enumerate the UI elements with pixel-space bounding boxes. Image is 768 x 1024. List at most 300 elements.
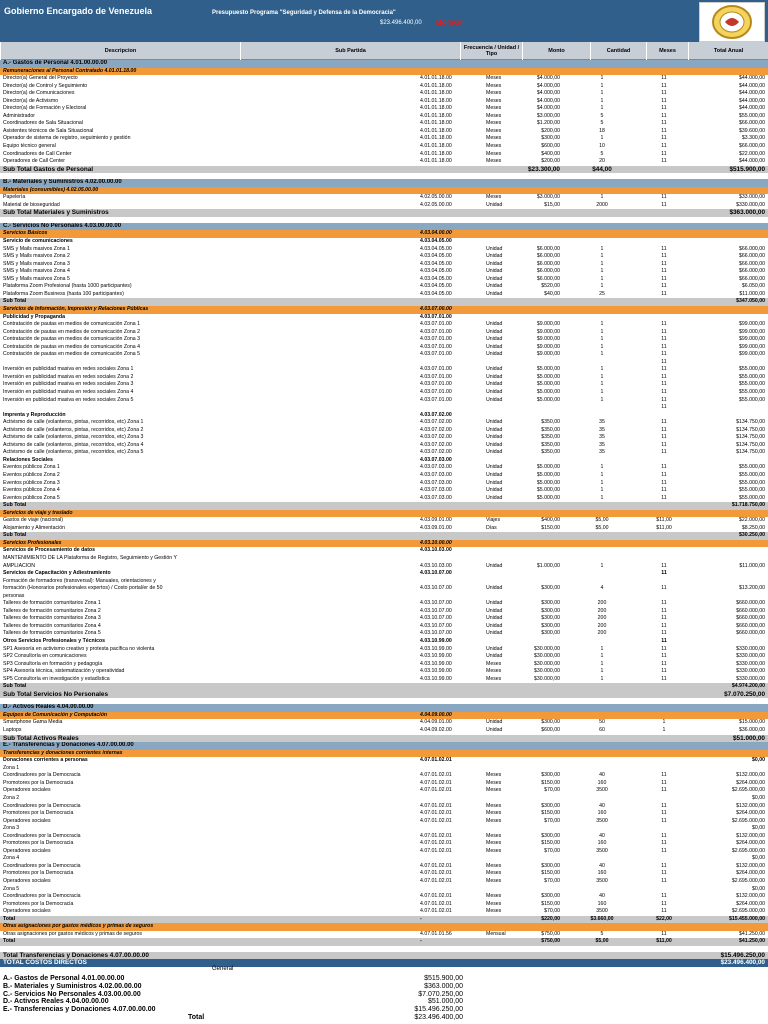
row-months: 11 <box>661 268 667 275</box>
row-amount: $70,00 <box>544 847 560 854</box>
row-unit: Meses <box>486 787 502 794</box>
table-row <box>0 772 768 780</box>
row-description: personas <box>3 592 25 599</box>
row-description: Talleres de formación comunitarios Zona 3 <box>3 615 101 622</box>
table-row <box>0 90 768 98</box>
row-description: Activismo de calle (volanteros, pintas, recorridos, etc) Zona 1 <box>3 419 144 426</box>
row-sub-partida: 4.07.01.02.01 <box>420 779 452 786</box>
table-row <box>0 329 768 337</box>
row-annual-total: $132.000,00 <box>736 832 765 839</box>
table-row <box>0 359 768 367</box>
row-description: Zona 1 <box>3 764 20 771</box>
row-annual-total: $134.750,00 <box>736 426 765 433</box>
row-sub-partida: 4.03.07.03.00 <box>420 471 452 478</box>
row-sub-partida: 4.03.07.03.00 <box>420 479 452 486</box>
row-quantity: 200 <box>597 630 607 637</box>
row-annual-total: $330.000,00 <box>736 668 765 675</box>
row-months: 11 <box>661 381 667 388</box>
table-row <box>0 389 768 397</box>
row-quantity: 5 <box>600 120 604 127</box>
row-amount: $300,00 <box>541 893 560 900</box>
row-amount: $15,00 <box>544 201 560 208</box>
row-sub-partida: 4.01.01.18.00 <box>420 90 452 97</box>
row-description: Servicios de Capacitación y Adiestramiento <box>3 570 111 577</box>
subtotal-row <box>0 502 768 510</box>
row-description: Formación de formadores (transversal): Manuales, orientaciones y <box>3 577 156 584</box>
row-sub-partida: 4.07.01.02.01 <box>420 787 452 794</box>
row-quantity: 1 <box>600 283 604 290</box>
table-row <box>0 833 768 841</box>
row-unit: Unidad <box>486 290 503 297</box>
row-quantity: $5,00 <box>595 517 609 524</box>
table-row <box>0 105 768 113</box>
subsection-row <box>0 712 768 720</box>
row-description: Imprenta y Reproducción <box>3 411 66 418</box>
row-sub-partida: 4.03.10.07.00 <box>420 622 452 629</box>
row-description: Otros Servicios Profesionales y Técnicos <box>3 638 106 645</box>
row-quantity: $3.660,00 <box>590 915 614 922</box>
table-row <box>0 397 768 405</box>
row-description: Otras asignaciones por gastos médicos y primas de seguros <box>3 923 154 930</box>
row-annual-total: $22.000,00 <box>739 150 765 157</box>
row-amount: $150,00 <box>541 900 560 907</box>
table-row <box>0 151 768 159</box>
summary-value: $51.000,00 <box>427 998 463 1006</box>
row-quantity: 40 <box>599 893 605 900</box>
row-unit: Meses <box>486 127 502 134</box>
row-description: Servicio de comunicaciones <box>3 238 73 245</box>
row-amount: $350,00 <box>541 426 560 433</box>
subtotal-row <box>0 298 768 306</box>
row-annual-total: $66.000,00 <box>739 268 765 275</box>
table-row <box>0 366 768 374</box>
row-description: Plataforma Zoom Business (hasta 100 participantes) <box>3 290 124 297</box>
table-row <box>0 878 768 886</box>
summary-line <box>3 1014 463 1021</box>
row-months: 11 <box>661 638 667 645</box>
row-annual-total: $515.900,00 <box>729 165 765 173</box>
row-amount: $4.000,00 <box>536 97 560 104</box>
row-amount: $6.000,00 <box>536 253 560 260</box>
row-description: Operadores de Call Center <box>3 158 65 165</box>
row-amount: $9.000,00 <box>536 343 560 350</box>
table-row <box>0 158 768 166</box>
row-annual-total: $660.000,00 <box>736 622 765 629</box>
row-annual-total: $264.000,00 <box>736 870 765 877</box>
row-sub-partida: 4.03.10.07.00 <box>420 615 452 622</box>
row-quantity: 3500 <box>596 908 608 915</box>
row-description: Asistentes técnicos de Sala Situacional <box>3 127 94 134</box>
row-description: C.- Servicios No Personales 4.03.00.00.00 <box>3 222 122 229</box>
row-amount: $300,00 <box>541 622 560 629</box>
row-unit: Unidad <box>486 615 503 622</box>
row-quantity: 1 <box>600 381 604 388</box>
row-amount: $150,00 <box>541 810 560 817</box>
row-sub-partida: 4.03.07.02.00 <box>420 411 452 418</box>
row-description: Zona 4 <box>3 855 20 862</box>
subtotal-row <box>0 532 768 540</box>
row-description: Coordinadores por la Democracia <box>3 772 81 779</box>
row-amount: $300,00 <box>541 607 560 614</box>
row-quantity: 1 <box>600 471 604 478</box>
row-quantity: 200 <box>597 600 607 607</box>
row-amount: $9.000,00 <box>536 321 560 328</box>
row-description: MANTENIMIENTO DE LA Plataforma de Registro, Seguimiento y Gestión Y <box>3 555 177 561</box>
summary-line <box>3 991 463 998</box>
table-row <box>0 321 768 329</box>
row-description: Promotores por la Democracia <box>3 870 74 877</box>
row-sub-partida: 4.03.04.05.00 <box>420 290 452 297</box>
row-quantity: 1 <box>600 75 604 82</box>
row-annual-total: $22.000,00 <box>739 517 765 524</box>
row-amount: $3.000,00 <box>536 112 560 119</box>
row-months: 11 <box>661 135 667 142</box>
subsection-row <box>0 923 768 931</box>
row-amount: $150,00 <box>541 840 560 847</box>
row-sub-partida: 4.07.01.01.56 <box>420 930 452 937</box>
table-row <box>0 261 768 269</box>
row-months: 11 <box>661 388 667 395</box>
row-annual-total: $66.000,00 <box>739 275 765 282</box>
row-annual-total: $44.000,00 <box>739 97 765 104</box>
row-sub-partida: 4.07.01.02.01 <box>420 900 452 907</box>
row-sub-partida: 4.03.07.03.00 <box>420 456 452 463</box>
row-description: Donaciones corrientes a personas <box>3 757 88 764</box>
row-amount: $5.000,00 <box>536 471 560 478</box>
table-row <box>0 143 768 151</box>
row-unit: Unidad <box>486 487 503 494</box>
row-sub-partida: 4.03.07.02.00 <box>420 434 452 441</box>
row-annual-total: $2.695.000,00 <box>731 787 765 794</box>
row-unit: Unidad <box>486 479 503 486</box>
row-description: Contratación de pautas en medios de comunicación Zona 5 <box>3 351 140 358</box>
row-quantity: 1 <box>600 645 604 652</box>
row-annual-total: $132.000,00 <box>736 802 765 809</box>
table-row <box>0 570 768 578</box>
row-sub-partida: 4.04.09.01.00 <box>420 719 452 726</box>
budget-table <box>0 60 768 967</box>
row-amount: $30.000,00 <box>534 660 560 667</box>
row-quantity: 160 <box>597 900 607 907</box>
header-status: Bolivar <box>436 18 464 27</box>
row-sub-partida: 4.03.07.01.00 <box>420 328 452 335</box>
row-unit: Unidad <box>486 366 503 373</box>
row-quantity: 1 <box>600 275 604 282</box>
row-amount: $30.000,00 <box>534 675 560 682</box>
row-unit: Unidad <box>486 336 503 343</box>
table-row <box>0 487 768 495</box>
row-months: 11 <box>661 321 667 328</box>
row-unit: Meses <box>486 893 502 900</box>
row-description: Sub Total <box>3 298 27 305</box>
row-amount: $600,00 <box>541 727 560 734</box>
row-description: Plataforma Zoom Profesional (hasta 1000 participantes) <box>3 283 132 290</box>
row-annual-total: $99.000,00 <box>739 328 765 335</box>
row-quantity: 40 <box>599 802 605 809</box>
row-sub-partida: 4.03.07.02.00 <box>420 441 452 448</box>
row-sub-partida: 4.02.05.00.00 <box>420 194 452 201</box>
row-months: 1 <box>662 719 666 726</box>
row-months: 11 <box>661 143 667 150</box>
row-unit: Meses <box>486 112 502 119</box>
row-quantity: 1 <box>600 479 604 486</box>
row-months: 11 <box>661 471 667 478</box>
row-description: SP5 Consultoría en investigación y estadística <box>3 675 110 682</box>
section-header-row <box>0 60 768 68</box>
row-description: Contratación de pautas en medios de comunicación Zona 1 <box>3 321 140 328</box>
row-description: Administrador <box>3 112 36 119</box>
row-annual-total: $347.050,00 <box>736 298 765 305</box>
row-sub-partida: 4.03.04.05.00 <box>420 238 452 245</box>
row-months: 11 <box>661 366 667 373</box>
row-quantity: 160 <box>597 810 607 817</box>
row-months: 11 <box>661 283 667 290</box>
table-column-header <box>0 42 768 60</box>
row-description: Remuneraciones al Personal Contratado 4.01.01.18.00 <box>3 67 137 74</box>
row-sub-partida: 4.03.07.02.00 <box>420 419 452 426</box>
row-annual-total: $660.000,00 <box>736 600 765 607</box>
row-unit: Unidad <box>486 245 503 252</box>
row-unit: Meses <box>486 158 502 165</box>
row-description: Operadores sociales <box>3 787 51 794</box>
row-unit: Unidad <box>486 464 503 471</box>
row-annual-total: $55.000,00 <box>739 494 765 501</box>
row-quantity: 160 <box>597 779 607 786</box>
summary-line <box>3 1006 463 1013</box>
row-sub-partida: 4.03.04.05.00 <box>420 253 452 260</box>
table-row <box>0 75 768 83</box>
row-months: 11 <box>661 112 667 119</box>
row-sub-partida: 4.03.09.01.00 <box>420 517 452 524</box>
row-unit: Unidad <box>486 283 503 290</box>
row-description: Servicios Básicos <box>3 230 48 237</box>
row-amount: $220,00 <box>541 915 560 922</box>
row-sub-partida: 4.03.07.02.00 <box>420 449 452 456</box>
table-row <box>0 810 768 818</box>
row-annual-total: $134.750,00 <box>736 419 765 426</box>
table-row <box>0 653 768 661</box>
summary-label: D.- Activos Reales 4.04.00.00.00 <box>3 998 109 1006</box>
row-quantity: 4 <box>600 585 604 592</box>
column-header-cell: Total Anual <box>688 42 768 60</box>
row-sub-partida: 4.03.07.01.00 <box>420 336 452 343</box>
table-row <box>0 863 768 871</box>
row-annual-total: $0,00 <box>752 794 765 801</box>
row-annual-total: $15.455.000,00 <box>728 915 765 922</box>
row-annual-total: $660.000,00 <box>736 607 765 614</box>
row-amount: $750,00 <box>541 930 560 937</box>
row-amount: $300,00 <box>541 600 560 607</box>
row-description: Director(a) de Activismo <box>3 97 59 104</box>
row-description: Eventos públicos Zona 3 <box>3 479 60 486</box>
row-sub-partida: 4.01.01.18.00 <box>420 112 452 119</box>
row-unit: Meses <box>486 877 502 884</box>
row-annual-total: $36.000,00 <box>739 727 765 734</box>
row-amount: $70,00 <box>544 908 560 915</box>
row-annual-total: $134.750,00 <box>736 449 765 456</box>
row-amount: $1.200,00 <box>536 120 560 127</box>
row-sub-partida: 4.03.10.00.00 <box>420 539 452 546</box>
subtotal-row <box>0 691 768 699</box>
row-unit: Meses <box>486 135 502 142</box>
row-description: Promotores por la Democracia <box>3 840 74 847</box>
row-sub-partida: 4.04.09.00.00 <box>420 711 452 718</box>
row-months: 11 <box>661 127 667 134</box>
row-unit: Unidad <box>486 471 503 478</box>
row-unit: Unidad <box>486 562 503 569</box>
row-unit: Unidad <box>486 585 503 592</box>
row-amount: $30.000,00 <box>534 653 560 660</box>
row-sub-partida: 4.01.01.18.00 <box>420 127 452 134</box>
row-sub-partida: 4.03.07.01.00 <box>420 366 452 373</box>
row-description: Total <box>3 938 16 945</box>
row-description: Inversión en publicidad masiva en redes sociales Zona 1 <box>3 366 134 373</box>
row-months: 11 <box>661 900 667 907</box>
table-row <box>0 787 768 795</box>
row-description: TOTAL COSTOS DIRECTOS <box>3 959 87 967</box>
table-row <box>0 593 768 601</box>
row-annual-total: $3.300,00 <box>741 135 765 142</box>
table-row <box>0 374 768 382</box>
row-amount: $300,00 <box>541 585 560 592</box>
row-months: 11 <box>661 870 667 877</box>
row-description: Servicios de Procesamiento de datos <box>3 547 95 554</box>
table-row <box>0 719 768 727</box>
row-amount: $70,00 <box>544 787 560 794</box>
row-description: Promotores por la Democracia <box>3 779 74 786</box>
row-months: 11 <box>661 893 667 900</box>
row-amount: $70,00 <box>544 877 560 884</box>
table-row <box>0 638 768 646</box>
row-description: Coordinadores por la Democracia <box>3 832 81 839</box>
row-unit: Meses <box>486 668 502 675</box>
table-row <box>0 908 768 916</box>
table-row <box>0 202 768 210</box>
row-months: 11 <box>661 328 667 335</box>
row-annual-total: $23.496.400,00 <box>720 959 765 967</box>
row-description: Total Transferencias y Donaciones 4.07.00.00.00 <box>3 951 149 959</box>
summary-line <box>3 983 463 990</box>
table-row <box>0 585 768 593</box>
row-months: 11 <box>661 877 667 884</box>
row-description: Coordinadores de Sala Situacional <box>3 120 83 127</box>
row-description: Inversión en publicidad masiva en redes sociales Zona 4 <box>3 388 134 395</box>
row-description: Sub Total <box>3 532 27 539</box>
row-months: $11,00 <box>656 517 672 524</box>
table-row <box>0 83 768 91</box>
row-quantity: 1 <box>600 660 604 667</box>
row-amount: $300,00 <box>541 862 560 869</box>
row-quantity: 1 <box>600 494 604 501</box>
row-amount: $9.000,00 <box>536 351 560 358</box>
row-description: Gastos de viaje (nacional) <box>3 517 63 524</box>
table-row <box>0 495 768 503</box>
row-sub-partida: 4.03.07.01.00 <box>420 396 452 403</box>
row-unit: Unidad <box>486 388 503 395</box>
row-description: Papelería <box>3 194 26 201</box>
column-header-cell: Sub Partida <box>240 42 460 60</box>
row-unit: Meses <box>486 194 502 201</box>
row-annual-total: $66.000,00 <box>739 120 765 127</box>
row-quantity: 1 <box>600 487 604 494</box>
row-unit: Meses <box>486 105 502 112</box>
row-annual-total: $66.000,00 <box>739 245 765 252</box>
row-months: 11 <box>661 275 667 282</box>
table-row <box>0 283 768 291</box>
row-annual-total: $99.000,00 <box>739 351 765 358</box>
summary-label: C.- Servicios No Personales 4.03.00.00.00 <box>3 990 141 998</box>
row-annual-total: $55.000,00 <box>739 396 765 403</box>
section-header-row <box>0 742 768 750</box>
row-annual-total: $33.000,00 <box>739 194 765 201</box>
section-header-row <box>0 223 768 231</box>
row-description: Talleres de formación comunitarios Zona 1 <box>3 600 101 607</box>
column-header-cell: Descripcion <box>0 42 240 60</box>
row-months: 11 <box>661 120 667 127</box>
row-unit: Unidad <box>486 419 503 426</box>
row-months: 11 <box>661 607 667 614</box>
row-annual-total: $264.000,00 <box>736 900 765 907</box>
coat-of-arms-logo <box>699 2 765 42</box>
row-unit: Unidad <box>486 343 503 350</box>
row-months: $11,00 <box>656 938 672 945</box>
row-annual-total: $2.695.000,00 <box>731 817 765 824</box>
section-header-row <box>0 704 768 712</box>
row-quantity: 60 <box>599 727 605 734</box>
row-months: 11 <box>661 441 667 448</box>
row-description: Zona 3 <box>3 825 20 832</box>
row-months: 11 <box>661 862 667 869</box>
row-sub-partida: 4.03.07.01.00 <box>420 313 452 320</box>
row-amount: $9.000,00 <box>536 328 560 335</box>
row-unit: Meses <box>486 82 502 89</box>
row-annual-total: $55.000,00 <box>739 388 765 395</box>
row-amount: $5.000,00 <box>536 396 560 403</box>
org-title: Gobierno Encargado de Venezuela <box>4 6 153 16</box>
table-row <box>0 194 768 202</box>
row-sub-partida: 4.01.01.18.00 <box>420 105 452 112</box>
subtotal-row <box>0 166 768 174</box>
row-quantity: 1 <box>600 268 604 275</box>
table-row <box>0 676 768 684</box>
row-description: Sub Total Materiales y Suministros <box>3 209 109 217</box>
row-sub-partida: 4.07.01.02.01 <box>420 817 452 824</box>
row-description: E.- Transferencias y Donaciones 4.07.00.00.00 <box>3 742 134 749</box>
row-amount: $300,00 <box>541 719 560 726</box>
table-row <box>0 615 768 623</box>
row-unit: Unidad <box>486 268 503 275</box>
row-description: Promotores por la Democracia <box>3 900 74 907</box>
row-annual-total: $41.250,00 <box>739 930 765 937</box>
table-row <box>0 765 768 773</box>
table-row <box>0 457 768 465</box>
row-months: 11 <box>661 245 667 252</box>
row-sub-partida: 4.03.07.01.00 <box>420 373 452 380</box>
row-annual-total: $6.050,00 <box>741 283 765 290</box>
row-amount: $200,00 <box>541 158 560 165</box>
row-description: Relaciones Sociales <box>3 456 53 463</box>
row-description: Operadores sociales <box>3 847 51 854</box>
row-description: AMPLIACIÓN <box>3 562 35 569</box>
row-sub-partida: 4.03.07.01.00 <box>420 381 452 388</box>
row-annual-total: $41.250,00 <box>739 938 765 945</box>
row-sub-partida: 4.03.10.07.00 <box>420 585 452 592</box>
summary-caption: General <box>212 966 234 972</box>
table-row <box>0 780 768 788</box>
document-header <box>0 0 768 42</box>
row-unit: Meses <box>486 870 502 877</box>
row-annual-total: $1.718.750,00 <box>731 502 765 509</box>
